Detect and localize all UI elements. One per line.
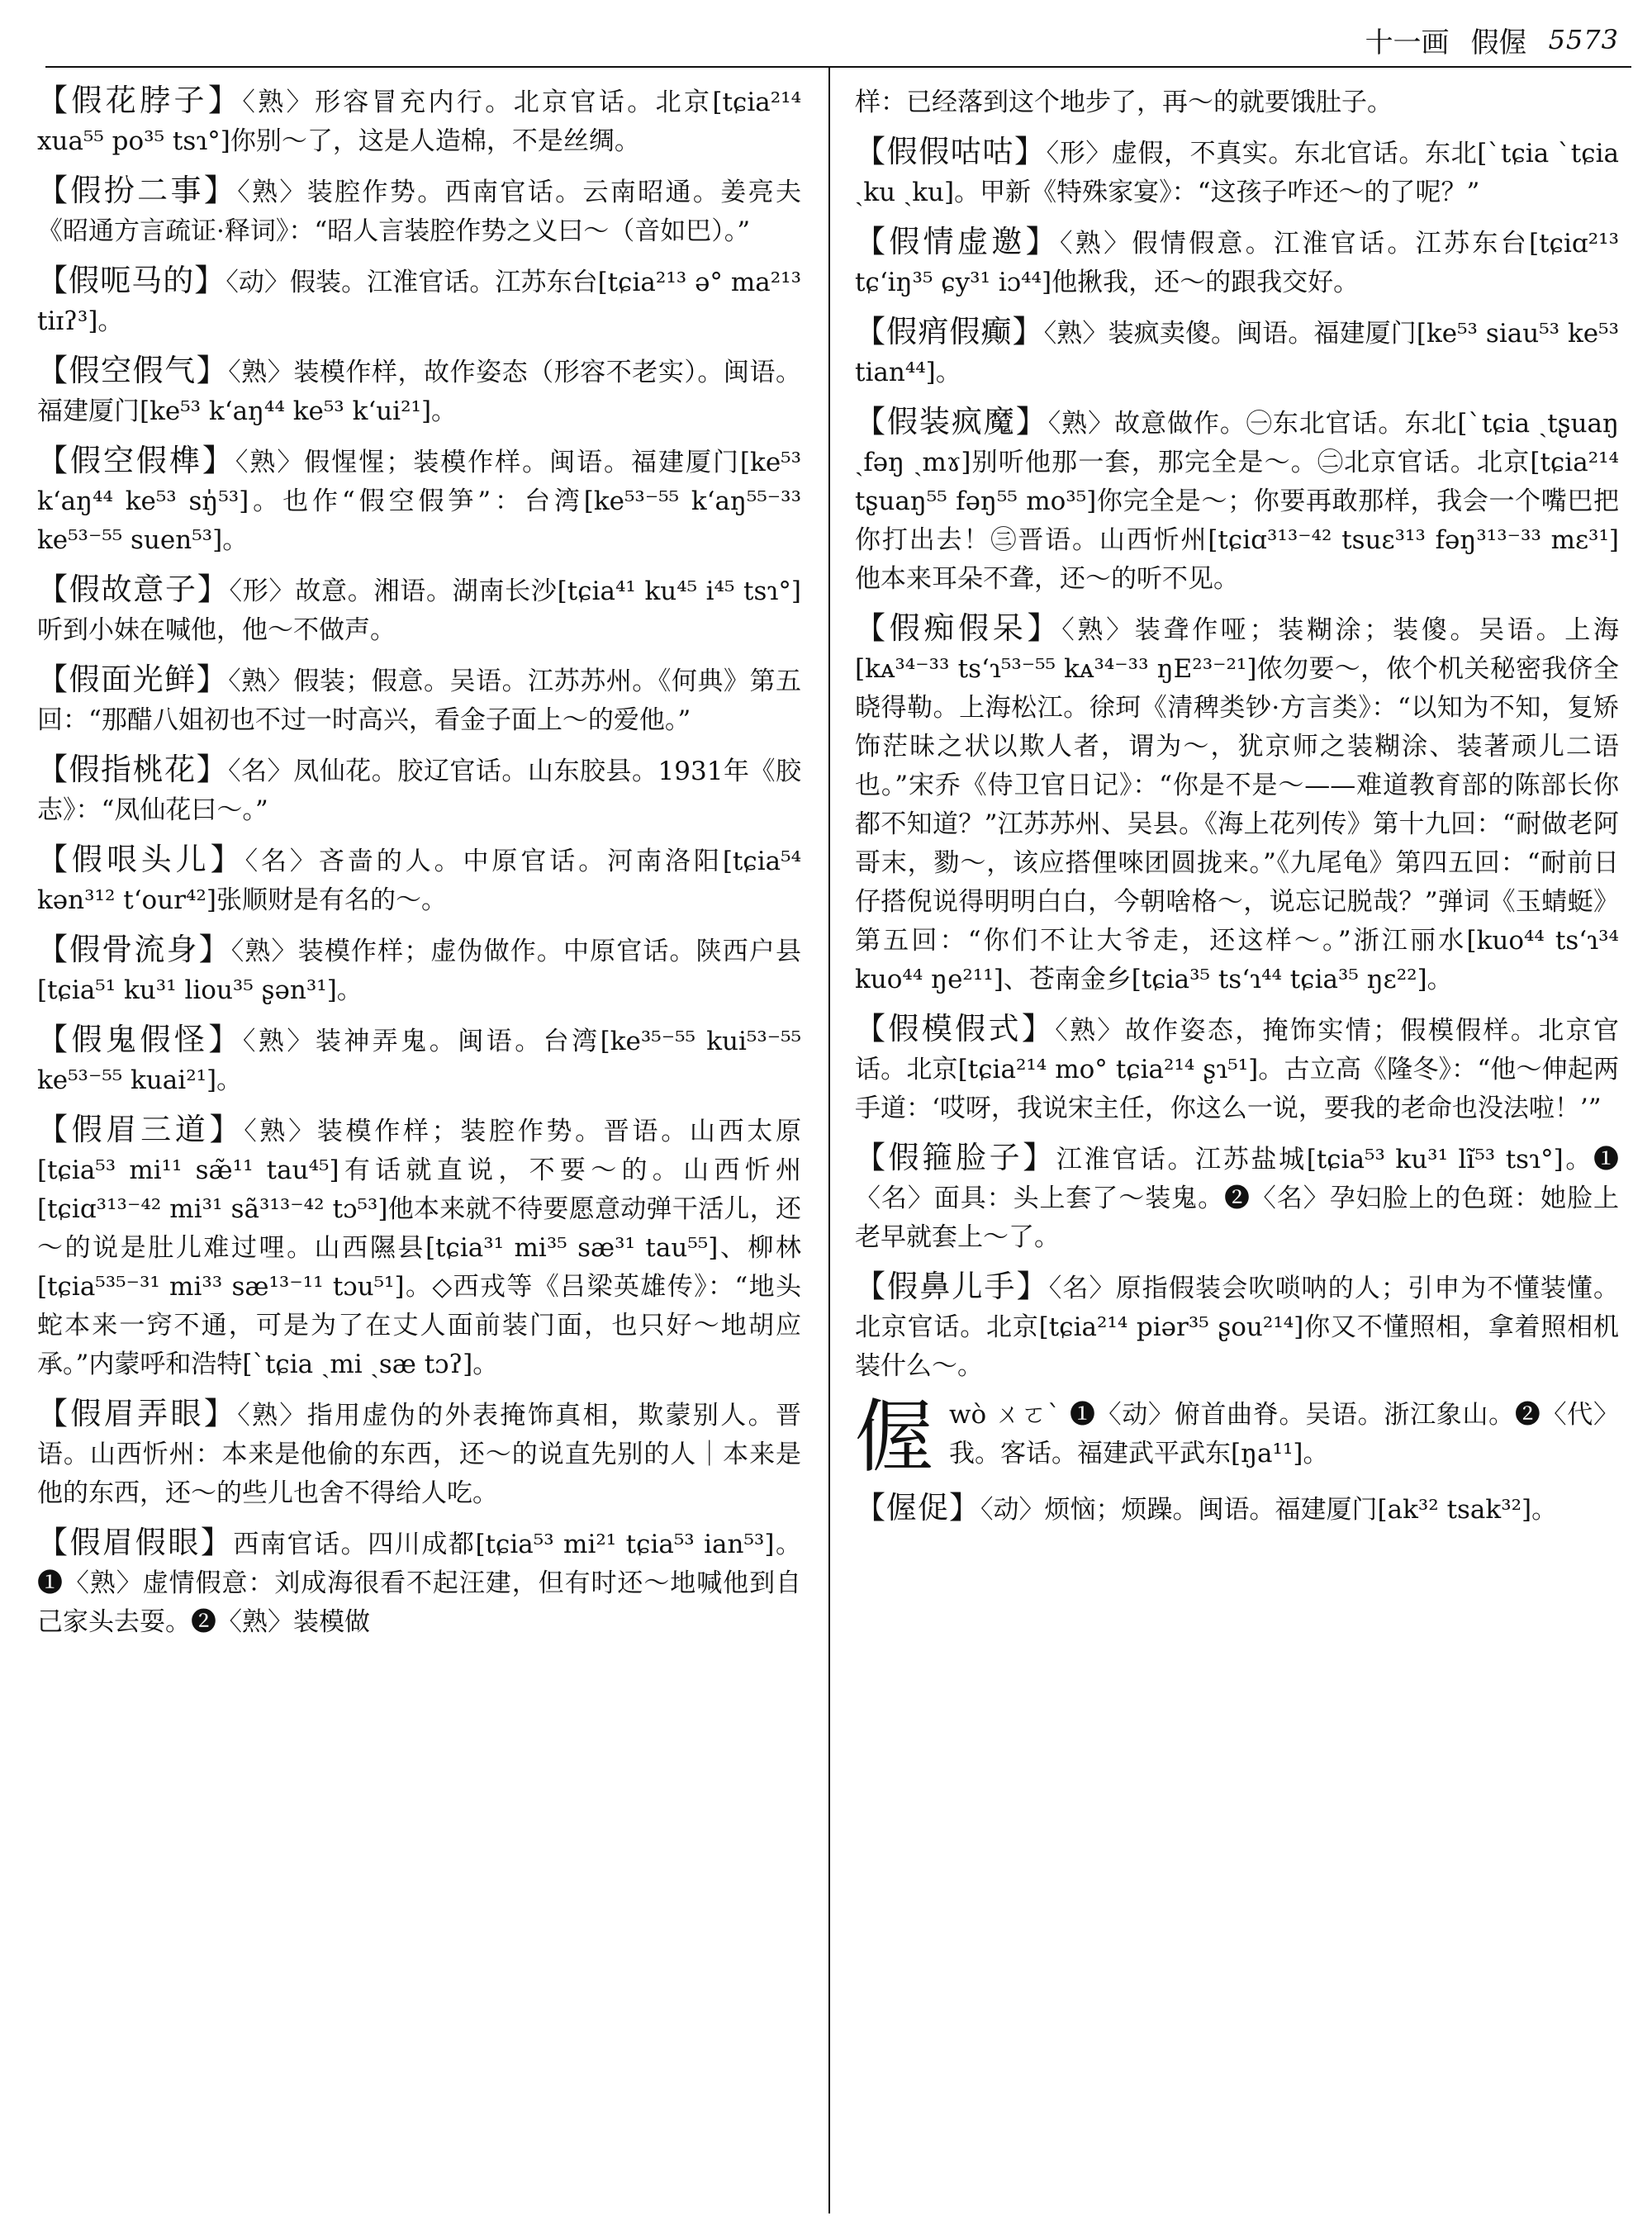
entry-body: 〈熟〉故作姿态，掩饰实情；假模假样。北京官话。北京[tɕia²¹⁴ mo° tɕia²¹⁴ ʂɿ⁵¹]。古立高《隆冬》：“他～伸起两手道：‘哎呀，我说宋主任，你这么一说，要我的老命也没法啦！’” bbox=[855, 1016, 1620, 1123]
entry-body: 〈动〉假装。江淮官话。江苏东台[tɕia²¹³ ə° ma²¹³ tiɪʔ³]。 bbox=[37, 268, 801, 336]
entry-body: 〈熟〉装聋作哑；装糊涂；装傻。吴语。上海[kᴀ³⁴⁻³³ ts‘ɿ⁵³⁻⁵⁵ kᴀ³⁴⁻³³ ŋE²³⁻²¹]侬勿要～，侬个机关秘密我侪全晓得勒。上海松江。徐珂《清稗类钞·方言类》：“以知为不知，复矫饰茫昧之状以欺人者，谓为～，犹京师之装糊涂、装著顽儿二语也。”宋乔《侍卫官日记》：“你是不是～——难道教育部的陈部长你都不知道？”江苏苏州、吴县。《海上花列传》第十九回：“耐做老阿哥末，勠～，该应搭俚唻团圆拢来。”《九尾龟》第四五回：“耐前日仔搭倪说得明明白白，今朝啥格～，说忘记脱哉？”弹词《玉蜻蜓》第五回：“你们不让大爷走，还这样～。”浙江丽水[kuo⁴⁴ ts‘ɿ³⁴ kuo⁴⁴ ŋe²¹¹]、苍南金乡[tɕia³⁵ ts‘ɿ⁴⁴ tɕia³⁵ ŋɛ²²]。 bbox=[855, 615, 1620, 994]
entry-headword: 【假骨流身】 bbox=[37, 932, 231, 967]
entry-body: 〈熟〉装腔作势。西南官话。云南昭通。姜亮夫《昭通方言疏证·释词》：“昭人言装腔作势之义曰～（音如巴）。” bbox=[37, 178, 802, 246]
entry-body: 〈熟〉装模作样；虚伪做作。中原官话。陕西户县[tɕia⁵¹ ku³¹ liou³⁵ ʂən³¹]。 bbox=[37, 937, 802, 1005]
entry-headword: 【假箍脸子】 bbox=[855, 1140, 1056, 1175]
dictionary-entry bbox=[855, 1138, 1619, 1257]
header-chars: 假偓 bbox=[1470, 26, 1527, 59]
entry-headword: 【假空假榫】 bbox=[37, 443, 235, 478]
entry-headword: 【假花脖子】 bbox=[37, 83, 243, 118]
entry-body: 〈名〉原指假装会吹唢呐的人；引申为不懂装懂。北京官话。北京[tɕia²¹⁴ piər³⁵ ʂou²¹⁴]你又不懂照相，拿着照相机装什么～。 bbox=[855, 1274, 1620, 1381]
entry-body: 〈熟〉装模作样，故作姿态（形容不老实）。闽语。福建厦门[ke⁵³ k‘aŋ⁴⁴ ke⁵³ k‘ui²¹]。 bbox=[37, 358, 802, 426]
entry-headword: 【假眉弄眼】 bbox=[37, 1396, 238, 1431]
dictionary-entry bbox=[37, 930, 801, 1010]
entry-headword: 【假空假气】 bbox=[37, 353, 229, 388]
entry-body: 〈熟〉装神弄鬼。闽语。台湾[ke³⁵⁻⁵⁵ kui⁵³⁻⁵⁵ ke⁵³⁻⁵⁵ kuai²¹]。 bbox=[37, 1027, 802, 1095]
dictionary-entry bbox=[37, 171, 801, 251]
page-header bbox=[1272, 18, 1619, 61]
dictionary-entry bbox=[37, 1523, 801, 1642]
dictionary-entry bbox=[37, 840, 801, 920]
character-headword: 偓 bbox=[855, 1391, 934, 1483]
entry-body: 〈熟〉形容冒充内行。北京官话。北京[tɕia²¹⁴ xua⁵⁵ po³⁵ tsɿ°]你别～了，这是人造棉，不是丝绸。 bbox=[37, 88, 802, 156]
page-number: 5573 bbox=[1548, 24, 1619, 55]
dictionary-entry-continuation bbox=[855, 81, 1619, 122]
right-column bbox=[855, 81, 1619, 1540]
entry-body: 〈名〉凤仙花。胶辽官话。山东胶县。1931年《胶志》：“凤仙花曰～。” bbox=[37, 757, 801, 825]
column-divider bbox=[828, 66, 830, 2213]
dictionary-entry bbox=[37, 1110, 801, 1384]
dictionary-entry bbox=[855, 312, 1619, 392]
entry-body: 〈熟〉假装；假意。吴语。江苏苏州。《何典》第五回：“那醋八姐初也不过一时高兴，看金子面上～的爱他。” bbox=[37, 667, 802, 735]
character-entry bbox=[855, 1391, 1619, 1483]
dictionary-entry bbox=[37, 81, 801, 161]
character-definition: ❶〈动〉俯首曲脊。吴语。浙江象山。❷〈代〉我。客话。福建武平武东[ŋa¹¹]。 bbox=[949, 1400, 1619, 1468]
entry-headword: 【假痴假呆】 bbox=[855, 610, 1062, 646]
entry-body: 西南官话。四川成都[tɕia⁵³ mi²¹ tɕia⁵³ ian⁵³]。❶〈熟〉虚情假意：刘成海很看不起汪建，但有时还～地喊他到自己家头去耍。❷〈熟〉装模做 bbox=[37, 1530, 801, 1637]
entry-headword: 【假面光鲜】 bbox=[37, 662, 229, 697]
entry-headword: 【假假咕咕】 bbox=[855, 134, 1047, 169]
header-rule bbox=[45, 66, 1631, 68]
entry-headword: 【假故意子】 bbox=[37, 572, 230, 607]
dictionary-entry bbox=[855, 222, 1619, 302]
entry-body: 〈形〉虚假，不真实。东北官话。东北[ˋtɕia ˋtɕia ˏku ˏku]。甲新《特殊家宴》：“这孩子咋还～的了呢？” bbox=[855, 139, 1620, 207]
entry-body: 〈形〉故意。湘语。湖南长沙[tɕia⁴¹ ku⁴⁵ i⁴⁵ tsɿ°]听到小妹在喊他，他～不做声。 bbox=[37, 576, 802, 645]
entry-headword: 【假装疯魔】 bbox=[855, 404, 1048, 439]
dictionary-entry bbox=[855, 1488, 1619, 1530]
dictionary-entry bbox=[855, 1009, 1619, 1128]
entry-headword: 【假鬼假怪】 bbox=[37, 1022, 243, 1057]
entry-headword: 【假痟假癫】 bbox=[855, 314, 1044, 349]
entry-headword: 【假情虚邀】 bbox=[855, 224, 1060, 259]
dictionary-entry bbox=[37, 351, 801, 431]
dictionary-entry bbox=[855, 132, 1619, 212]
dictionary-entry bbox=[37, 1020, 801, 1100]
dictionary-entry bbox=[37, 750, 801, 830]
entry-headword: 【假扮二事】 bbox=[37, 173, 238, 208]
entry-headword: 【假眉三道】 bbox=[37, 1112, 244, 1147]
entry-body: 江淮官话。江苏盐城[tɕia⁵³ ku³¹ lĩ⁵³ tsɿ°]。❶〈名〉面具：头上套了～装鬼。❷〈名〉孕妇脸上的色斑：她脸上老早就套上～了。 bbox=[855, 1145, 1620, 1252]
entry-body: 〈熟〉故意做作。㊀东北官话。东北[ˋtɕia ˏtʂuaŋ ˏfəŋ ˏmɤ]别听他那一套，那完全是～。㊁北京官话。北京[tɕia²¹⁴ tʂuaŋ⁵⁵ fəŋ⁵⁵ mo³⁵]你完全是～；你要再敢那样，我会一个嘴巴把你打出去！㊂晋语。山西忻州[tɕiɑ³¹³⁻⁴² tsuɛ³¹³ fəŋ³¹³⁻³³ mɛ³¹]他本来耳朵不聋，还～的听不见。 bbox=[855, 409, 1620, 594]
dictionary-entry bbox=[37, 441, 801, 560]
character-pronunciation: wò ㄨㄛˋ bbox=[949, 1400, 1061, 1430]
entry-headword: 【假呃马的】 bbox=[37, 263, 226, 298]
dictionary-entry bbox=[855, 1267, 1619, 1386]
entry-body: 样：已经落到这个地步了，再～的就要饿肚子。 bbox=[855, 88, 1393, 117]
dictionary-entry bbox=[37, 261, 801, 341]
entry-body: 〈熟〉假惺惺；装模作样。闽语。福建厦门[ke⁵³ k‘aŋ⁴⁴ ke⁵³ sŋ̍⁵³]。也作“假空假笋”：台湾[ke⁵³⁻⁵⁵ k‘aŋ⁵⁵⁻³³ ke⁵³⁻⁵⁵ suen⁵³]。 bbox=[37, 448, 802, 555]
entry-headword: 【假指桃花】 bbox=[37, 752, 229, 787]
left-column bbox=[37, 81, 801, 1652]
dictionary-entry bbox=[37, 570, 801, 650]
dictionary-entry bbox=[37, 1394, 801, 1513]
entry-headword: 【假哏头儿】 bbox=[37, 842, 245, 877]
dictionary-entry bbox=[855, 609, 1619, 999]
entry-headword: 【假眉假眼】 bbox=[37, 1525, 234, 1560]
entry-body: 〈熟〉假情假意。江淮官话。江苏东台[tɕiɑ²¹³ tɕ‘iŋ³⁵ ɕy³¹ iɔ⁴⁴]他揪我，还～的跟我交好。 bbox=[855, 229, 1619, 297]
entry-body: 〈动〉烦恼；烦躁。闽语。福建厦门[ak³² tsak³²]。 bbox=[980, 1495, 1558, 1525]
dictionary-entry bbox=[855, 402, 1619, 599]
entry-headword: 【假鼻儿手】 bbox=[855, 1269, 1049, 1304]
section-label: 十一画 bbox=[1365, 26, 1450, 59]
entry-headword: 【假模假式】 bbox=[855, 1011, 1056, 1046]
dictionary-entry bbox=[37, 660, 801, 740]
entry-body: 〈熟〉装疯卖傻。闽语。福建厦门[ke⁵³ siau⁵³ ke⁵³ tian⁴⁴]。 bbox=[855, 319, 1619, 387]
entry-body: 〈熟〉装模作样；装腔作势。晋语。山西太原[tɕia⁵³ mi¹¹ sæ̃¹¹ tau⁴⁵]有话就直说，不要～的。山西忻州[tɕiɑ³¹³⁻⁴² mi³¹ sã³¹³⁻⁴² tɔ⁵³]他本来就不待要愿意动弹干活儿，还～的说是肚儿难过哩。山西隰县[tɕia³¹ mi³⁵ sæ³¹ tau⁵⁵]、柳林[tɕia⁵³⁵⁻³¹ mi³³ sæ¹³⁻¹¹ tɔu⁵¹]。◇西戎等《吕梁英雄传》：“地头蛇本来一窍不通，可是为了在丈人面前装门面，也只好～地胡应承。”内蒙呼和浩特[ˋtɕia ˏmi ˏsæ tɔʔ]。 bbox=[37, 1117, 802, 1379]
entry-body: 〈名〉吝啬的人。中原官话。河南洛阳[tɕia⁵⁴ kən³¹² t‘our⁴²]张顺财是有名的～。 bbox=[37, 847, 802, 915]
entry-body: 〈熟〉指用虚伪的外表掩饰真相，欺蒙别人。晋语。山西忻州：本来是他偷的东西，还～的说直先别的人｜本来是他的东西，还～的些儿也舍不得给人吃。 bbox=[37, 1401, 802, 1508]
entry-headword: 【偓促】 bbox=[855, 1490, 980, 1525]
